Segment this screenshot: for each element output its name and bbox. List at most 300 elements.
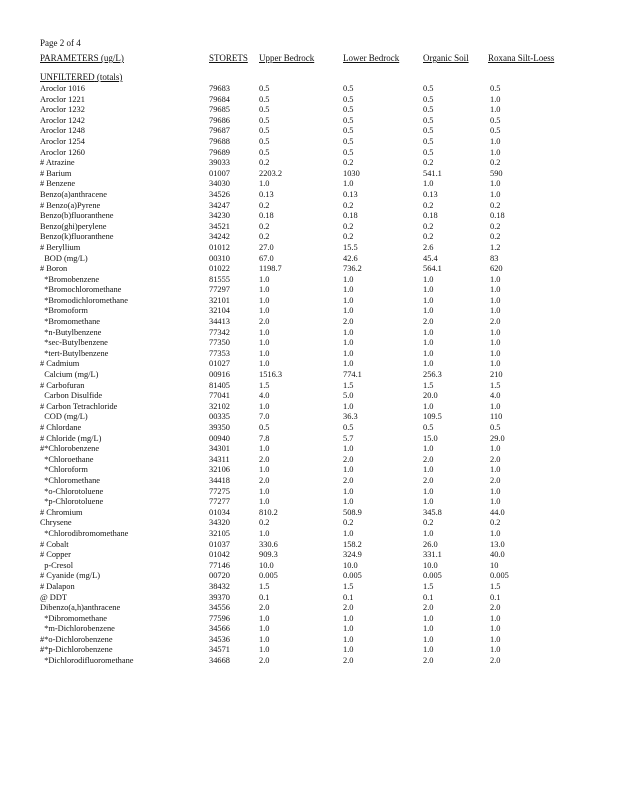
section-subtitle: (totals) [96,72,123,82]
organic-soil-cell: 541.1 [423,168,442,178]
lower-bedrock-cell: 10.0 [343,560,358,570]
parameter-cell: Aroclor 1016 [40,84,85,93]
lower-bedrock-cell: 0.5 [343,126,354,136]
storet-cell: 79683 [209,84,230,93]
lower-bedrock-cell: 1.0 [343,348,354,358]
organic-soil-cell: 1.0 [423,327,434,337]
table-row [40,571,550,582]
storet-cell: 01007 [209,168,230,178]
roxana-silt-loess-cell: 1.0 [490,348,501,358]
upper-bedrock-cell: 1.5 [259,581,270,591]
roxana-silt-loess-cell: 1.0 [490,465,501,475]
storet-cell: 01034 [209,507,230,517]
roxana-silt-loess-cell: 1.0 [490,338,501,348]
organic-soil-cell: 2.0 [423,656,434,666]
lower-bedrock-cell: 15.5 [343,242,358,252]
section-heading [40,72,122,82]
table-row [40,317,550,328]
lower-bedrock-cell: 0.5 [343,136,354,146]
roxana-silt-loess-cell: 1.0 [490,285,501,295]
lower-bedrock-cell: 0.5 [343,105,354,115]
upper-bedrock-cell: 2.0 [259,656,270,666]
table-row [40,561,550,572]
lower-bedrock-cell: 1.0 [343,634,354,644]
storet-cell: 01027 [209,359,230,369]
parameter-cell: *Chloromethane [40,475,101,485]
storet-cell: 32105 [209,528,230,538]
upper-bedrock-cell: 1.5 [259,380,270,390]
storet-cell: 79687 [209,126,230,136]
upper-bedrock-cell: 7.0 [259,412,270,422]
organic-soil-cell: 26.0 [423,539,438,549]
organic-soil-cell: 0.2 [423,518,434,528]
storet-cell: 38432 [209,581,230,591]
upper-bedrock-cell: 1.0 [259,444,270,454]
table-row [40,137,550,148]
storet-cell: 81555 [209,274,230,284]
table-row [40,593,550,604]
parameter-cell: *Bromoform [40,306,88,316]
upper-bedrock-cell: 1.0 [259,285,270,295]
lower-bedrock-cell: 1030 [343,168,360,178]
roxana-silt-loess-cell: 0.5 [490,423,501,432]
parameter-cell: Dibenzo(a,h)anthracene [40,603,121,613]
upper-bedrock-cell: 2.0 [259,475,270,485]
table-row [40,465,550,476]
parameter-cell: #*Chlorobenzene [40,444,100,454]
upper-bedrock-cell: 0.5 [259,105,270,115]
upper-bedrock-cell: 1.0 [259,348,270,358]
lower-bedrock-cell: 1.0 [343,401,354,411]
lower-bedrock-cell: 158.2 [343,539,362,549]
organic-soil-cell: 1.0 [423,285,434,295]
roxana-silt-loess-cell: 1.0 [490,105,501,115]
roxana-silt-loess-cell: 0.2 [490,232,501,242]
storet-cell: 34230 [209,211,230,221]
upper-bedrock-cell: 330.6 [259,539,278,549]
lower-bedrock-cell: 0.18 [343,211,358,221]
roxana-silt-loess-cell: 29.0 [490,433,505,443]
header-lower-bedrock: Lower Bedrock [343,53,400,63]
parameter-cell: Benzo(b)fluoranthene [40,211,114,221]
parameter-cell: *sec-Butylbenzene [40,338,108,348]
lower-bedrock-cell: 0.13 [343,189,358,199]
organic-soil-cell: 0.5 [423,94,434,104]
organic-soil-cell: 1.0 [423,348,434,358]
lower-bedrock-cell: 1.0 [343,613,354,623]
storet-cell: 77277 [209,497,230,507]
storet-cell: 79684 [209,94,230,104]
upper-bedrock-cell: 0.5 [259,115,270,125]
organic-soil-cell: 0.5 [423,126,434,136]
table-row [40,645,550,656]
table-row [40,285,550,296]
parameter-cell: # Carbofuran [40,380,85,390]
parameter-cell: # Carbon Tetrachloride [40,401,118,411]
lower-bedrock-cell: 0.2 [343,200,354,210]
parameter-cell: *Bromochloromethane [40,285,122,295]
organic-soil-cell: 2.0 [423,475,434,485]
storet-cell: 34301 [209,444,230,454]
parameters-table-body [40,84,550,667]
table-row [40,635,550,646]
parameter-cell: # Benzo(a)Pyrene [40,200,101,210]
lower-bedrock-cell: 1.0 [343,285,354,295]
table-row [40,476,550,487]
table-row [40,179,550,190]
organic-soil-cell: 1.5 [423,581,434,591]
header-parameters: PARAMETERS (ug/L) [40,53,124,63]
table-row [40,169,550,180]
upper-bedrock-cell: 0.005 [259,571,278,581]
storet-cell: 79688 [209,136,230,146]
lower-bedrock-cell: 0.5 [343,115,354,125]
upper-bedrock-cell: 1198.7 [259,264,282,274]
organic-soil-cell: 1.0 [423,338,434,348]
lower-bedrock-cell: 1.0 [343,444,354,454]
upper-bedrock-cell: 1.0 [259,497,270,507]
storet-cell: 77596 [209,613,230,623]
roxana-silt-loess-cell: 1.0 [490,613,501,623]
organic-soil-cell: 1.0 [423,274,434,284]
lower-bedrock-cell: 1.0 [343,645,354,655]
header-storets: STORETS [209,53,248,63]
storet-cell: 00720 [209,571,230,581]
storet-cell: 00335 [209,412,230,422]
organic-soil-cell: 0.5 [423,84,434,93]
storet-cell: 32101 [209,295,230,305]
parameter-cell: *m-Dichlorobenzene [40,624,115,634]
lower-bedrock-cell: 1.0 [343,295,354,305]
organic-soil-cell: 0.18 [423,211,438,221]
table-row [40,582,550,593]
roxana-silt-loess-cell: 110 [490,412,503,422]
storet-cell: 81405 [209,380,230,390]
organic-soil-cell: 0.5 [423,115,434,125]
roxana-silt-loess-cell: 590 [490,168,503,178]
lower-bedrock-cell: 1.0 [343,274,354,284]
upper-bedrock-cell: 4.0 [259,391,270,401]
parameter-cell: *o-Chlorotoluene [40,486,104,496]
roxana-silt-loess-cell: 44.0 [490,507,505,517]
roxana-silt-loess-cell: 1.0 [490,274,501,284]
table-row [40,243,550,254]
parameter-cell: *Chloroform [40,465,88,475]
header-upper-bedrock: Upper Bedrock [259,53,315,63]
lower-bedrock-cell: 0.2 [343,221,354,231]
organic-soil-cell: 256.3 [423,370,442,380]
storet-cell: 34320 [209,518,230,528]
table-row [40,84,550,95]
upper-bedrock-cell: 1.0 [259,306,270,316]
roxana-silt-loess-cell: 210 [490,370,503,380]
table-row [40,338,550,349]
table-row [40,423,550,434]
lower-bedrock-cell: 1.0 [343,327,354,337]
upper-bedrock-cell: 10.0 [259,560,274,570]
storet-cell: 77350 [209,338,230,348]
table-row [40,148,550,159]
organic-soil-cell: 0.005 [423,571,442,581]
upper-bedrock-cell: 2.0 [259,454,270,464]
parameter-cell: *Chlorodibromomethane [40,528,129,538]
organic-soil-cell: 1.0 [423,634,434,644]
lower-bedrock-cell: 1.5 [343,380,354,390]
upper-bedrock-cell: 1.0 [259,624,270,634]
storet-cell: 77275 [209,486,230,496]
table-row [40,349,550,360]
roxana-silt-loess-cell: 2.0 [490,317,501,327]
storet-cell: 39370 [209,592,230,602]
parameter-cell: # Cadmium [40,359,80,369]
roxana-silt-loess-cell: 1.0 [490,359,501,369]
parameter-cell: COD (mg/L) [40,412,88,422]
table-row [40,540,550,551]
table-row [40,444,550,455]
storet-cell: 01037 [209,539,230,549]
storet-cell: 01022 [209,264,230,274]
table-row [40,455,550,466]
roxana-silt-loess-cell: 1.0 [490,634,501,644]
lower-bedrock-cell: 736.2 [343,264,362,274]
organic-soil-cell: 1.0 [423,528,434,538]
lower-bedrock-cell: 774.1 [343,370,362,380]
table-row [40,201,550,212]
storet-cell: 34521 [209,221,230,231]
organic-soil-cell: 1.0 [423,401,434,411]
table-row [40,550,550,561]
organic-soil-cell: 1.0 [423,179,434,189]
organic-soil-cell: 1.0 [423,613,434,623]
roxana-silt-loess-cell: 2.0 [490,656,501,666]
roxana-silt-loess-cell: 620 [490,264,503,274]
upper-bedrock-cell: 1.0 [259,528,270,538]
lower-bedrock-cell: 2.0 [343,656,354,666]
upper-bedrock-cell: 0.5 [259,126,270,136]
table-row [40,624,550,635]
lower-bedrock-cell: 2.0 [343,317,354,327]
organic-soil-cell: 1.0 [423,497,434,507]
table-row [40,497,550,508]
lower-bedrock-cell: 1.0 [343,486,354,496]
parameter-cell: *tert-Butylbenzene [40,348,109,358]
roxana-silt-loess-cell: 40.0 [490,550,505,560]
upper-bedrock-cell: 7.8 [259,433,270,443]
parameter-cell: # Benzene [40,179,76,189]
roxana-silt-loess-cell: 1.0 [490,486,501,496]
organic-soil-cell: 1.5 [423,380,434,390]
parameter-cell: *Bromomethane [40,317,101,327]
organic-soil-cell: 2.0 [423,454,434,464]
organic-soil-cell: 109.5 [423,412,442,422]
roxana-silt-loess-cell: 2.0 [490,454,501,464]
table-row [40,656,550,667]
lower-bedrock-cell: 0.2 [343,518,354,528]
roxana-silt-loess-cell: 2.0 [490,475,501,485]
organic-soil-cell: 0.2 [423,200,434,210]
upper-bedrock-cell: 0.2 [259,221,270,231]
lower-bedrock-cell: 0.005 [343,571,362,581]
parameter-cell: Aroclor 1232 [40,105,85,115]
table-row [40,614,550,625]
roxana-silt-loess-cell: 1.0 [490,136,501,146]
storet-cell: 01012 [209,242,230,252]
roxana-silt-loess-cell: 0.5 [490,126,501,136]
upper-bedrock-cell: 2.0 [259,317,270,327]
organic-soil-cell: 1.0 [423,486,434,496]
organic-soil-cell: 1.0 [423,295,434,305]
storet-cell: 79685 [209,105,230,115]
roxana-silt-loess-cell: 0.18 [490,211,505,221]
roxana-silt-loess-cell: 1.5 [490,581,501,591]
organic-soil-cell: 0.2 [423,221,434,231]
parameter-cell: Aroclor 1260 [40,147,85,157]
organic-soil-cell: 1.0 [423,645,434,655]
parameter-cell: # Copper [40,550,71,560]
upper-bedrock-cell: 1.0 [259,465,270,475]
roxana-silt-loess-cell: 1.2 [490,242,501,252]
parameter-cell: # Cyanide (mg/L) [40,571,101,581]
parameter-cell: # Chloride (mg/L) [40,433,102,443]
table-row [40,211,550,222]
storet-cell: 34526 [209,189,230,199]
lower-bedrock-cell: 1.0 [343,497,354,507]
upper-bedrock-cell: 0.18 [259,211,274,221]
organic-soil-cell: 0.5 [423,423,434,432]
storet-cell: 39033 [209,158,230,168]
parameter-cell: # Boron [40,264,68,274]
lower-bedrock-cell: 42.6 [343,253,358,263]
parameter-cell: Benzo(ghi)perylene [40,221,107,231]
table-row [40,190,550,201]
table-row [40,264,550,275]
table-row [40,95,550,106]
organic-soil-cell: 20.0 [423,391,438,401]
storet-cell: 34571 [209,645,230,655]
roxana-silt-loess-cell: 1.5 [490,380,501,390]
table-row [40,328,550,339]
organic-soil-cell: 0.2 [423,232,434,242]
parameter-cell: # Beryllium [40,242,81,252]
upper-bedrock-cell: 810.2 [259,507,278,517]
roxana-silt-loess-cell: 1.0 [490,327,501,337]
roxana-silt-loess-cell: 83 [490,253,499,263]
parameter-cell: # Cobalt [40,539,69,549]
upper-bedrock-cell: 1.0 [259,295,270,305]
parameter-cell: *p-Chlorotoluene [40,497,104,507]
storet-cell: 32102 [209,401,230,411]
table-row [40,434,550,445]
upper-bedrock-cell: 0.2 [259,232,270,242]
roxana-silt-loess-cell: 0.2 [490,200,501,210]
lower-bedrock-cell: 0.2 [343,232,354,242]
storet-cell: 77041 [209,391,230,401]
lower-bedrock-cell: 0.5 [343,423,354,432]
upper-bedrock-cell: 1.0 [259,645,270,655]
upper-bedrock-cell: 2.0 [259,603,270,613]
roxana-silt-loess-cell: 4.0 [490,391,501,401]
lower-bedrock-cell: 0.5 [343,147,354,157]
table-row [40,412,550,423]
parameter-cell: @ DDT [40,592,68,602]
storet-cell: 77342 [209,327,230,337]
storet-cell: 34566 [209,624,230,634]
roxana-silt-loess-cell: 1.0 [490,444,501,454]
lower-bedrock-cell: 508.9 [343,507,362,517]
table-row [40,381,550,392]
upper-bedrock-cell: 1.0 [259,179,270,189]
table-row [40,222,550,233]
table-row [40,126,550,137]
organic-soil-cell: 0.2 [423,158,434,168]
lower-bedrock-cell: 36.3 [343,412,358,422]
storet-cell: 32106 [209,465,230,475]
storet-cell: 34247 [209,200,230,210]
storet-cell: 34418 [209,475,230,485]
roxana-silt-loess-cell: 1.0 [490,497,501,507]
parameter-cell: #*o-Dichlorobenzene [40,634,113,644]
header-roxana-silt-loess: Roxana Silt-Loess [488,53,555,63]
storet-cell: 34536 [209,634,230,644]
parameter-cell: # Chromium [40,507,83,517]
parameter-cell: *Bromodichloromethane [40,295,128,305]
upper-bedrock-cell: 1.0 [259,401,270,411]
lower-bedrock-cell: 1.0 [343,179,354,189]
roxana-silt-loess-cell: 0.005 [490,571,509,581]
roxana-silt-loess-cell: 10 [490,560,499,570]
parameter-cell: #*p-Dichlorobenzene [40,645,113,655]
lower-bedrock-cell: 0.1 [343,592,354,602]
table-row [40,296,550,307]
organic-soil-cell: 1.0 [423,465,434,475]
upper-bedrock-cell: 0.5 [259,94,270,104]
organic-soil-cell: 2.0 [423,317,434,327]
storet-cell: 34413 [209,317,230,327]
upper-bedrock-cell: 1.0 [259,613,270,623]
lower-bedrock-cell: 1.5 [343,581,354,591]
parameter-cell: # Atrazine [40,158,75,168]
parameter-cell: *Dibromomethane [40,613,107,623]
storet-cell: 34242 [209,232,230,242]
table-row [40,306,550,317]
upper-bedrock-cell: 2203.2 [259,168,283,178]
header-organic-soil: Organic Soil [423,53,469,63]
organic-soil-cell: 2.6 [423,242,434,252]
table-row [40,402,550,413]
roxana-silt-loess-cell: 13.0 [490,539,505,549]
storet-cell: 34556 [209,603,230,613]
table-row [40,603,550,614]
parameter-cell: # Chlordane [40,423,82,432]
roxana-silt-loess-cell: 1.0 [490,401,501,411]
upper-bedrock-cell: 27.0 [259,242,274,252]
storet-cell: 32104 [209,306,230,316]
table-row [40,105,550,116]
lower-bedrock-cell: 1.0 [343,306,354,316]
table-row [40,254,550,265]
storet-cell: 77146 [209,560,230,570]
upper-bedrock-cell: 1.0 [259,327,270,337]
organic-soil-cell: 10.0 [423,560,438,570]
organic-soil-cell: 0.5 [423,136,434,146]
table-row [40,529,550,540]
roxana-silt-loess-cell: 0.2 [490,158,501,168]
parameter-cell: # Dalapon [40,581,75,591]
parameter-cell: Carbon Disulfide [40,391,103,401]
parameter-cell: Benzo(a)anthracene [40,189,107,199]
storet-cell: 77353 [209,348,230,358]
roxana-silt-loess-cell: 0.1 [490,592,501,602]
